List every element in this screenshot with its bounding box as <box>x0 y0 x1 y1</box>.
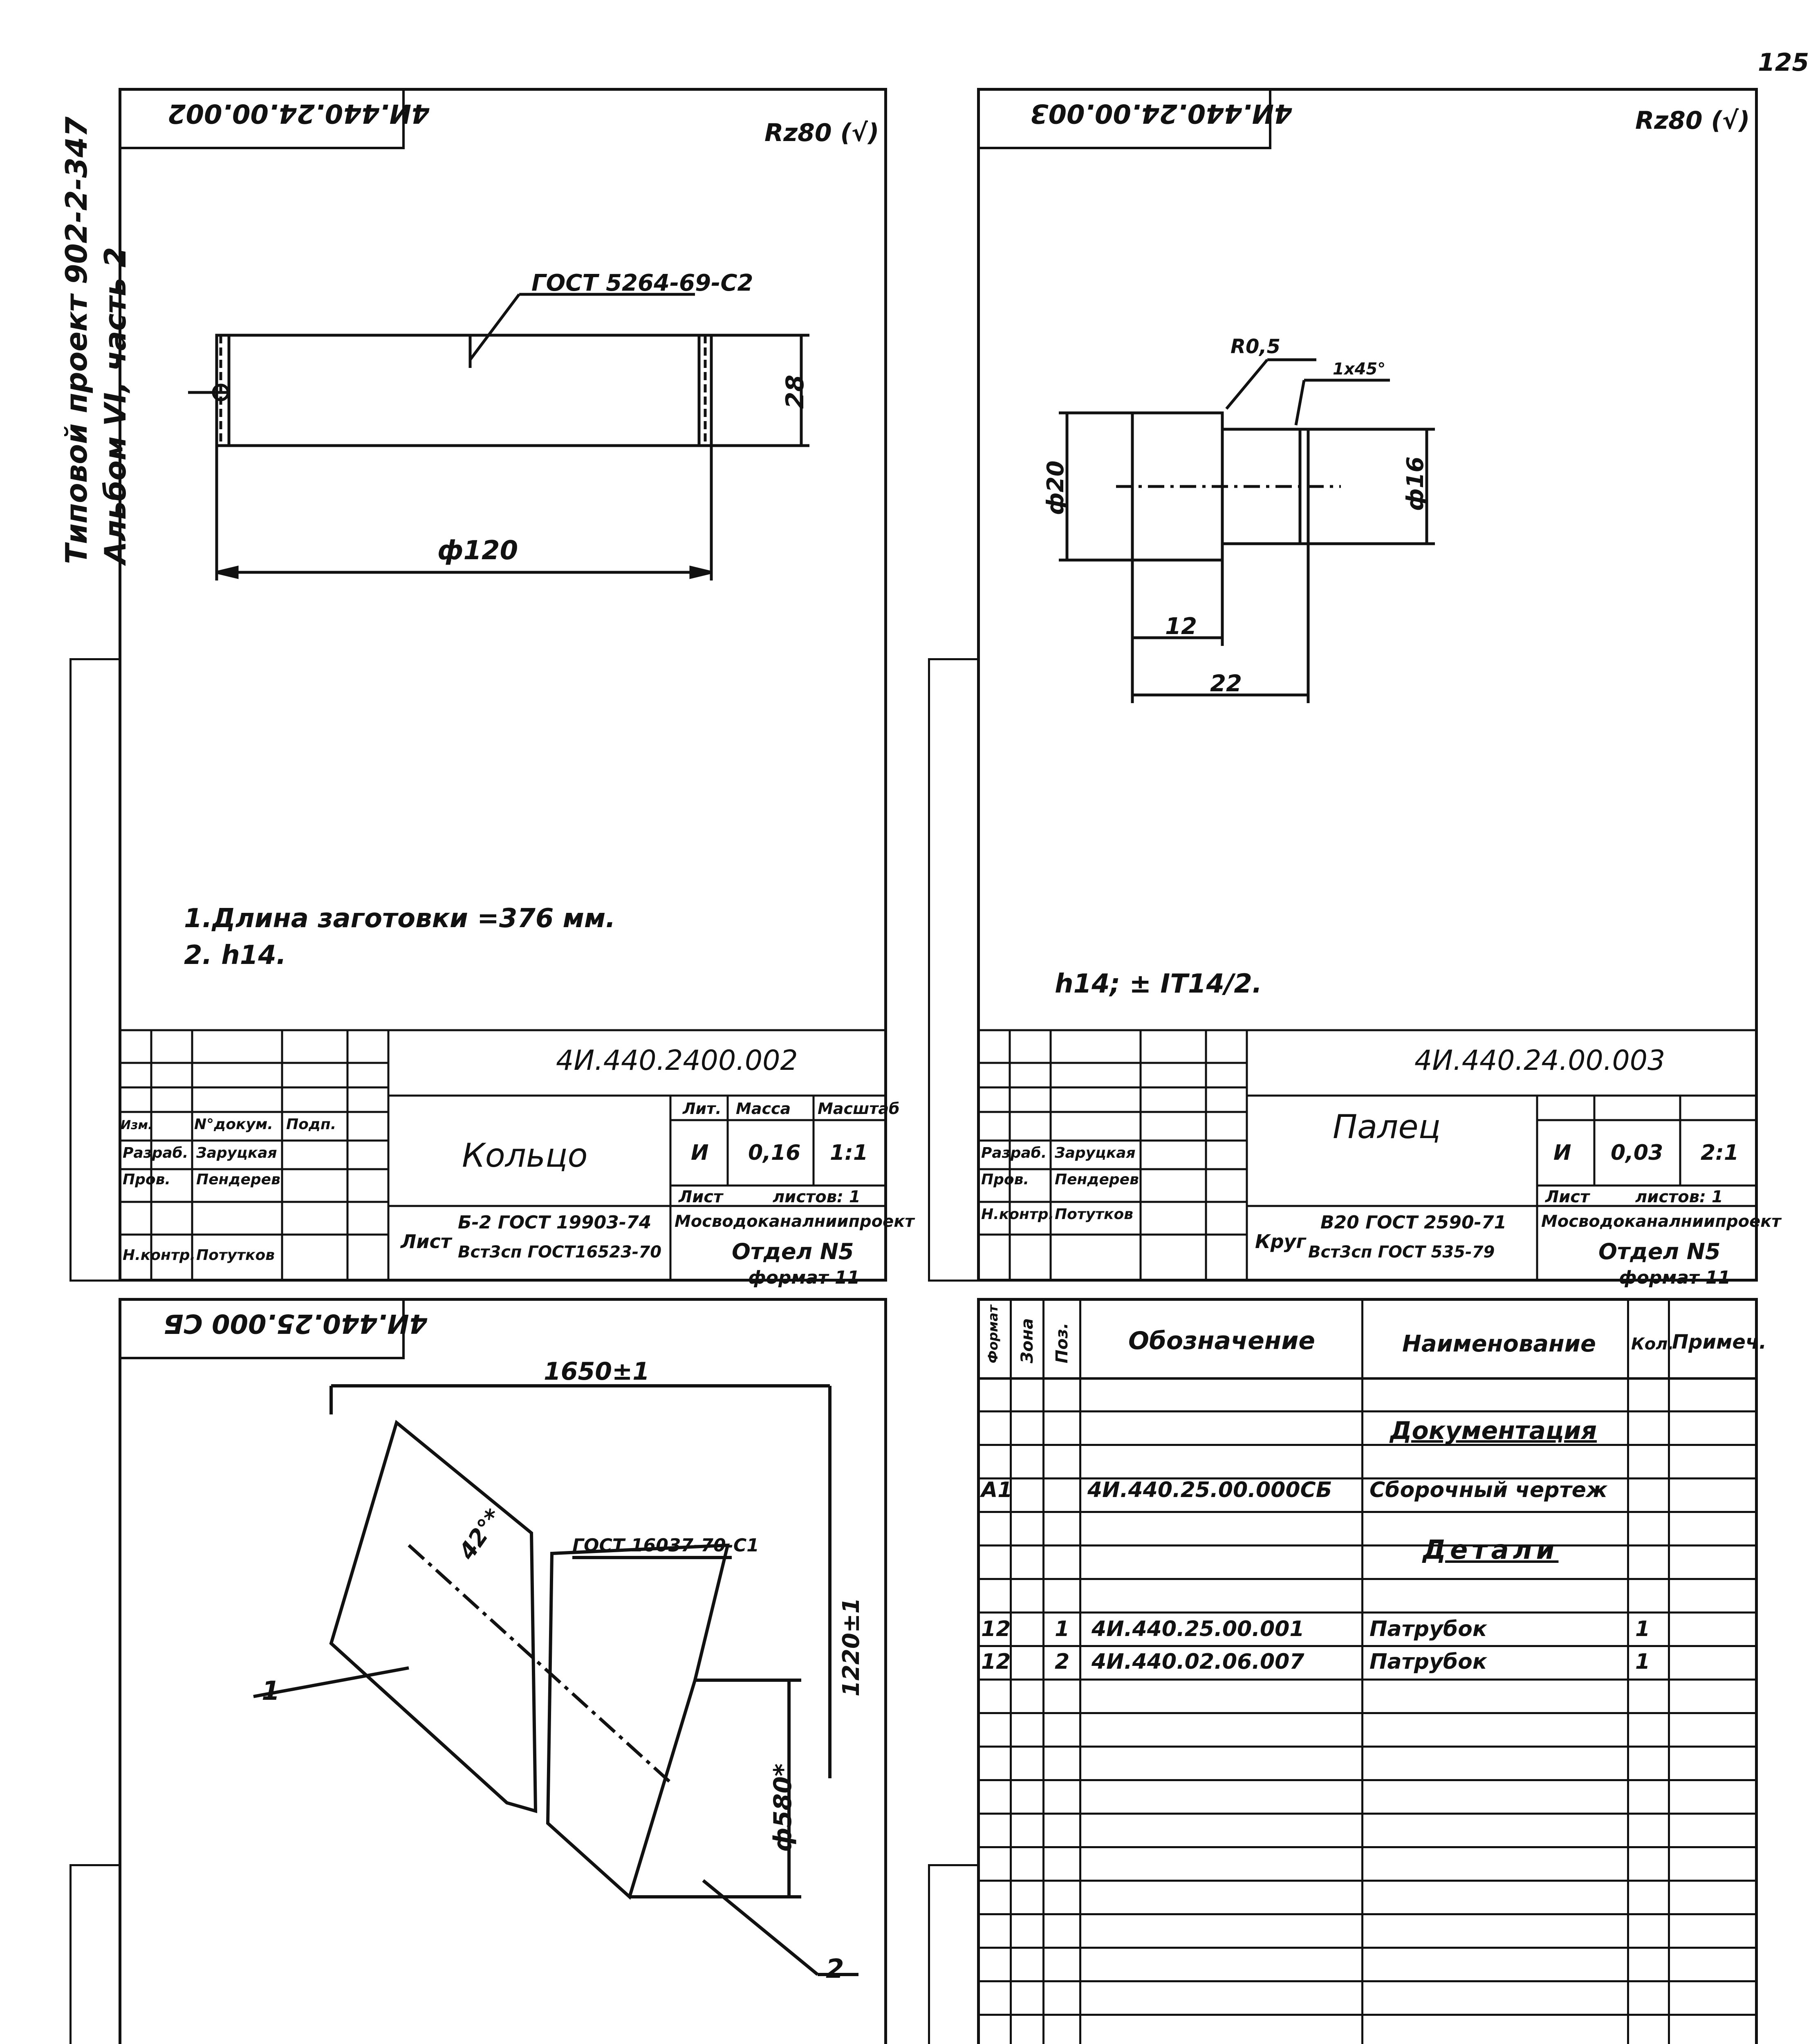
spec-row-4-pos: 2 <box>1055 1650 1070 1674</box>
sheet-2-zaruckaya: Заруцкая <box>1055 1145 1136 1161</box>
pin-note: h14; ± IT14/2. <box>1055 969 1262 999</box>
page-number: 125 <box>1758 48 1809 77</box>
sheet-2-nkontr: Н.контр. <box>981 1206 1054 1223</box>
spec-row-3-pos: 1 <box>1055 1617 1070 1641</box>
spec-row-4-format: 12 <box>981 1650 1011 1674</box>
sheet-1-format: формат 11 <box>748 1267 860 1288</box>
elbow-dim-angle: 42°* <box>454 1504 507 1565</box>
spec-header-name: Наименование <box>1402 1331 1596 1357</box>
sheet-2-sheets: листов: 1 <box>1635 1188 1723 1206</box>
sheet-2-name: Палец <box>1333 1108 1441 1146</box>
sheet-1-roughness: Rz80 (√) <box>764 119 879 147</box>
spec-row-3-format: 12 <box>981 1617 1011 1641</box>
sheet-2-mirror-code: 4И.440.24.00.003 <box>1030 98 1292 128</box>
sheet-1-mass-label: Масса <box>736 1100 791 1118</box>
spec-header-pos: Поз. <box>1053 1322 1071 1363</box>
sheet-2-material-prefix: Круг <box>1255 1230 1306 1253</box>
sheet-2-format: формат 11 <box>1619 1267 1731 1288</box>
elbow-dim-1220: 1220±1 <box>838 1598 865 1697</box>
ring-gost-callout: ГОСТ 5264-69-С2 <box>531 270 753 296</box>
binding-strip-2 <box>928 658 977 1282</box>
pin-dim-12: 12 <box>1165 613 1197 640</box>
spec-row-4-qty: 1 <box>1635 1650 1650 1674</box>
spec-row-1-code: 4И.440.25.00.000СБ <box>1087 1478 1332 1502</box>
sheet-1-penderev: Пендерев <box>196 1171 280 1188</box>
spec-section-parts: Детали <box>1423 1535 1559 1565</box>
sheet-1-list-label: Лист <box>679 1188 723 1206</box>
ring-dim-height: 28 <box>781 374 809 409</box>
sheet-1-scale-label: Масштаб <box>818 1100 900 1118</box>
sheet-1-lit-label: Лит. <box>683 1100 722 1118</box>
sheet-1-izm: Изм. <box>121 1118 153 1132</box>
sheet-1-lit: И <box>691 1141 709 1165</box>
sheet-1-material-1: Б-2 ГОСТ 19903-74 <box>458 1212 652 1233</box>
sheet-1-sheets: листов: 1 <box>773 1188 861 1206</box>
sheet-2-scale: 2:1 <box>1701 1141 1739 1165</box>
sheet-1-scale: 1:1 <box>830 1141 868 1165</box>
sheet-2-lit: И <box>1553 1141 1571 1165</box>
sheet-1-podp: Подп. <box>286 1116 336 1133</box>
spec-row-3-name: Патрубок <box>1369 1617 1487 1641</box>
sheet-2-designation: 4И.440.24.00.003 <box>1414 1044 1665 1077</box>
elbow-dim-580: ф580* <box>769 1763 797 1852</box>
sheet-1-mass: 0,16 <box>748 1141 801 1165</box>
pin-dim-22: 22 <box>1210 670 1242 697</box>
sheet-1-mirror-code: 4И.440.24.00.002 <box>168 98 430 128</box>
sheet-1-dept: Отдел N5 <box>732 1239 854 1264</box>
pin-dim-d16: ф16 <box>1402 456 1429 511</box>
elbow-pos-2: 2 <box>826 1954 844 1984</box>
sheet-2-org: Мосводоканалниипроект <box>1541 1212 1781 1231</box>
ring-dim-diameter: ф120 <box>437 536 518 566</box>
pin-dim-chamfer: 1x45° <box>1333 360 1386 379</box>
sheet-1-org: Мосводоканалниипроект <box>675 1212 914 1231</box>
spec-header-qty: Кол. <box>1631 1335 1674 1354</box>
project-label: Типовой проект 902-2-347 <box>59 116 94 564</box>
sheet-2-material-1: В20 ГОСТ 2590-71 <box>1320 1212 1507 1233</box>
sheet-1-prov: Пров. <box>123 1171 171 1188</box>
binding-strip-4 <box>928 1864 977 2044</box>
spec-header-code: Обозначение <box>1128 1327 1316 1355</box>
spec-row-1-name: Сборочный чертеж <box>1369 1478 1607 1502</box>
album-label: Альбом VI, часть 2 <box>98 247 132 564</box>
pin-dim-d20: ф20 <box>1042 460 1069 515</box>
spec-header-format: Формат <box>985 1305 1001 1363</box>
sheet-1-material-prefix: Лист <box>401 1230 452 1253</box>
sheet-3-mirror-code: 4И.440.25.000 СБ <box>164 1308 428 1338</box>
binding-strip-3 <box>69 1864 119 2044</box>
binding-strip-1 <box>69 658 119 1282</box>
sheet-1-material-2: Вст3сп ГОСТ16523-70 <box>458 1243 662 1262</box>
sheet-2-mass: 0,03 <box>1611 1141 1663 1165</box>
ring-note-2: 2. h14. <box>184 940 287 970</box>
spec-header-zone: Зона <box>1018 1318 1037 1363</box>
sheet-2-prov: Пров. <box>981 1171 1029 1188</box>
spec-section-docs: Документация <box>1390 1416 1597 1445</box>
sheet-1-potutkov: Потутков <box>196 1247 275 1264</box>
sheet-1-zaruckaya: Заруцкая <box>196 1145 277 1161</box>
spec-row-1-format: А1 <box>981 1478 1013 1502</box>
spec-header-note: Примеч. <box>1672 1331 1767 1354</box>
sheet-2-penderev: Пендерев <box>1055 1171 1139 1188</box>
sheet-1-name: Кольцо <box>462 1136 588 1174</box>
sheet-1-razrab: Разраб. <box>123 1145 188 1161</box>
ring-note-1: 1.Длина заготовки =376 мм. <box>184 903 616 934</box>
spec-row-4-code: 4И.440.02.06.007 <box>1092 1650 1304 1674</box>
sheet-2-list-label: Лист <box>1545 1188 1590 1206</box>
sheet-1-nkontr: Н.контр. <box>123 1247 196 1264</box>
elbow-dim-1650: 1650±1 <box>544 1357 650 1386</box>
sheet-1-ndok: N°докум. <box>194 1116 273 1133</box>
sheet-2-potutkov: Потутков <box>1055 1206 1134 1223</box>
sheet-2-material-2: Вст3сп ГОСТ 535-79 <box>1308 1243 1495 1262</box>
sheet-1-designation: 4И.440.2400.002 <box>556 1044 798 1077</box>
sheet-2-roughness: Rz80 (√) <box>1635 106 1750 135</box>
elbow-gost-callout: ГОСТ 16037-70-С1 <box>572 1535 759 1556</box>
sheet-2-razrab: Разраб. <box>981 1145 1047 1161</box>
elbow-pos-1: 1 <box>262 1676 280 1706</box>
spec-row-3-qty: 1 <box>1635 1617 1650 1641</box>
pin-dim-r: R0,5 <box>1230 335 1280 358</box>
spec-row-4-name: Патрубок <box>1369 1650 1487 1674</box>
spec-row-3-code: 4И.440.25.00.001 <box>1092 1617 1304 1641</box>
sheet-2-dept: Отдел N5 <box>1598 1239 1721 1264</box>
